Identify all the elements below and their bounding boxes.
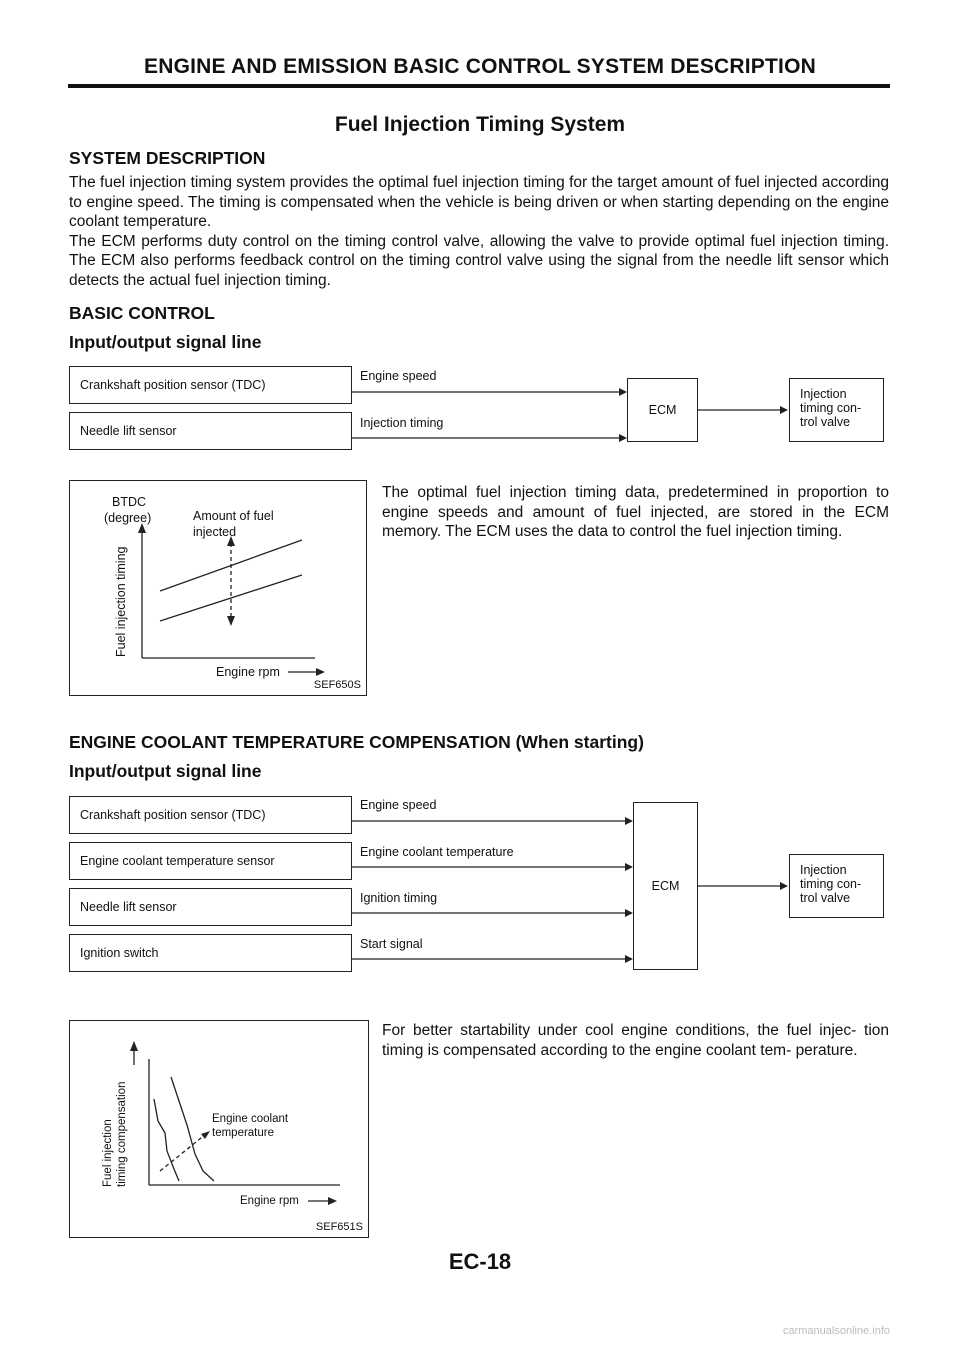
figure-code-sef650s: SEF650S xyxy=(313,679,361,691)
watermark: carmanualsonline.info xyxy=(782,1325,890,1337)
engine-coolant-temperature-sensor-box: Engine coolant temperature sensor xyxy=(69,842,352,880)
coolant-compensation-heading: ENGINE COOLANT TEMPERATURE COMPENSATION (When starting) xyxy=(69,732,644,752)
coolant-compensation-description: For better startability under cool engine conditions, the fuel injec- tion timing is compensated according to the engine coolant tem- perature. xyxy=(382,1022,889,1059)
output-line-1: Injection xyxy=(800,863,847,877)
injection-timing-signal-label: Injection timing xyxy=(360,416,444,430)
fuel-injection-axis-label-line-1: Fuel injection xyxy=(102,1119,114,1187)
output-line-3: trol valve xyxy=(800,415,851,429)
figure-code-sef651s: SEF651S xyxy=(315,1221,363,1233)
ecm-box: ECM xyxy=(633,802,698,970)
fuel-injection-timing-axis-label: Fuel injection timing xyxy=(114,546,128,657)
output-line-3: trol valve xyxy=(800,891,851,905)
degree-label: (degree) xyxy=(104,511,152,525)
ecm-box: ECM xyxy=(627,378,698,442)
crankshaft-position-sensor-box: Crankshaft position sensor (TDC) xyxy=(69,796,352,834)
basic-control-heading: BASIC CONTROL xyxy=(69,303,215,323)
engine-rpm-axis-label: Engine rpm xyxy=(216,665,280,679)
timing-compensation-axis-label-line-2: timing compensation xyxy=(116,1081,128,1187)
needle-lift-sensor-box: Needle lift sensor xyxy=(69,412,352,450)
system-description-heading: SYSTEM DESCRIPTION xyxy=(69,148,266,168)
ignition-timing-signal-label: Ignition timing xyxy=(360,891,438,905)
output-line-2: timing con- xyxy=(800,401,862,415)
coolant-compensation-figure xyxy=(69,1020,369,1238)
ignition-switch-box: Ignition switch xyxy=(69,934,352,972)
needle-lift-sensor-box: Needle lift sensor xyxy=(69,888,352,926)
engine-coolant-label: Engine coolant xyxy=(212,1113,289,1125)
start-signal-label: Start signal xyxy=(360,937,423,951)
engine-coolant-temperature-signal-label: Engine coolant temperature xyxy=(360,845,514,859)
basic-control-description: The optimal fuel injection timing data, predetermined in proportion to engine speeds and amount of fuel injected, are stored in the ECM memory. The ECM uses the data to control the fuel injection timing. xyxy=(382,484,889,540)
coolant-compensation-io-heading: Input/output signal line xyxy=(69,761,262,781)
system-description-paragraph-2: The ECM performs duty control on the timing control valve, allowing the valve to provide optimal fuel injection timing. The ECM also performs feedback control on the timing control valve using the signal from the needle lift sensor which detects the actual fuel injection timing. xyxy=(69,232,889,289)
output-line-1: Injection xyxy=(800,387,847,401)
page-number: EC-18 xyxy=(448,1249,512,1274)
injection-timing-control-valve-box xyxy=(789,854,884,918)
amount-of-fuel-label: Amount of fuel xyxy=(193,509,274,523)
injected-label: injected xyxy=(193,525,237,539)
engine-speed-signal-label: Engine speed xyxy=(360,369,437,383)
section-title: Fuel Injection Timing System xyxy=(334,113,626,136)
crankshaft-position-sensor-box: Crankshaft position sensor (TDC) xyxy=(69,366,352,404)
output-line-2: timing con- xyxy=(800,877,862,891)
engine-speed-signal-label: Engine speed xyxy=(360,798,437,812)
system-description-paragraph-1: The fuel injection timing system provides the optimal fuel injection timing for the target amount of fuel injected according to engine speed. The timing is compensated when the vehicle is being driven or when starting depending on the engine coolant temperature. xyxy=(69,174,889,230)
btdc-label: BTDC xyxy=(112,495,147,509)
document-header-title: ENGINE AND EMISSION BASIC CONTROL SYSTEM DESCRIPTION xyxy=(144,55,816,78)
engine-rpm-axis-label: Engine rpm xyxy=(240,1195,299,1207)
temperature-label: temperature xyxy=(212,1127,275,1139)
basic-control-io-heading: Input/output signal line xyxy=(69,332,262,352)
